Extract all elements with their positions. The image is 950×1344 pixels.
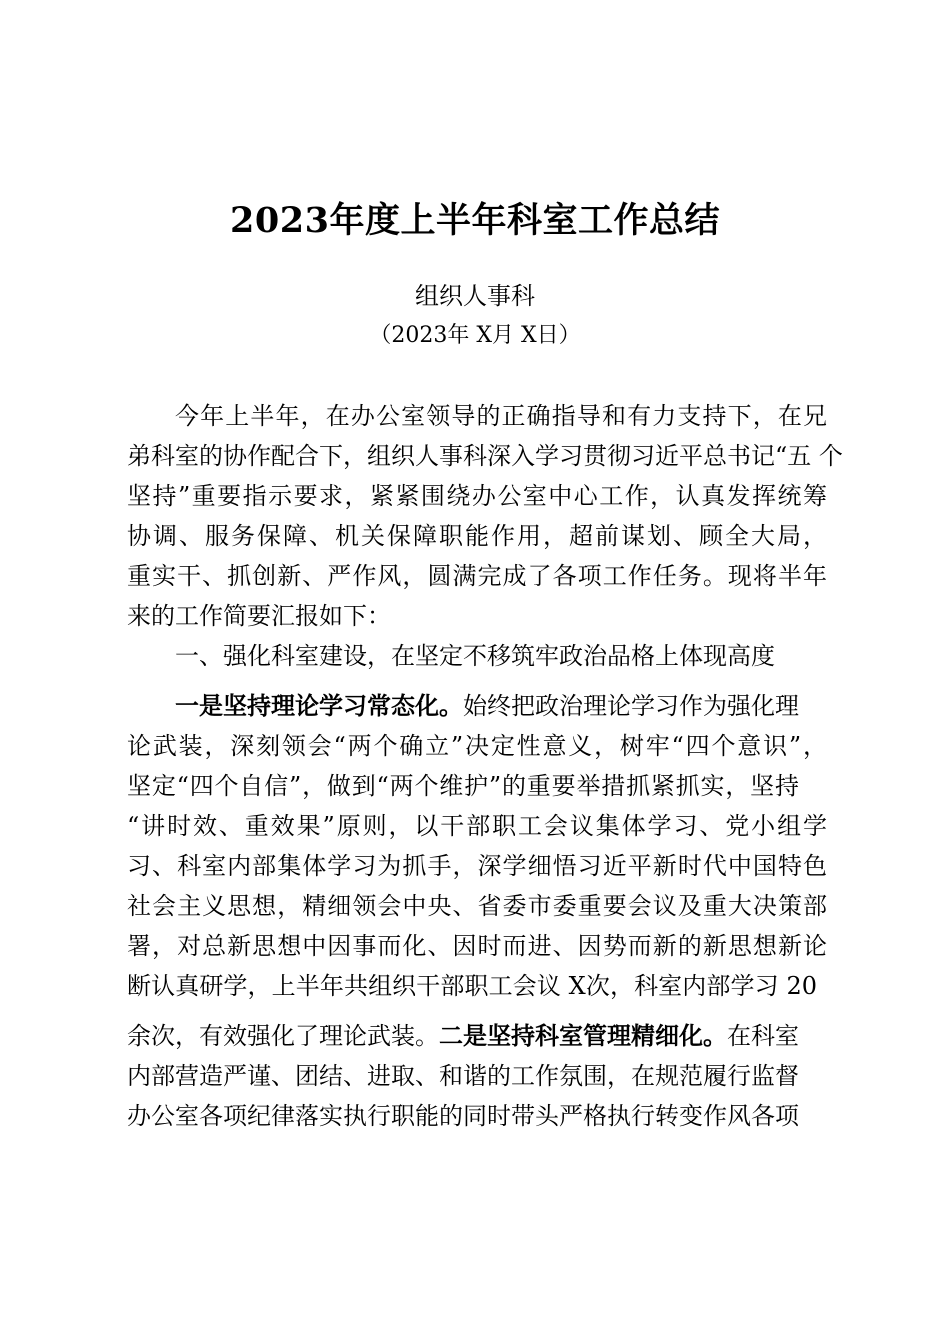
point1-text: 始终把政治理论学习作为强化理 — [463, 692, 799, 720]
point1-closing-text: 余次，有效强化了理论武装。 — [127, 1022, 439, 1050]
point1-first-line — [127, 686, 799, 726]
point1-line: 断认真研学，上半年共组织干部职工会议 X次，科室内部学习 20 — [127, 972, 817, 1000]
department-name: 组织人事科 — [415, 282, 535, 310]
intro-line: 今年上半年，在办公室领导的正确指导和有力支持下，在兄 — [175, 402, 827, 430]
intro-line: 重实干、抓创新、严作风，圆满完成了各项工作任务。现将半年 — [127, 562, 827, 590]
intro-line: 弟科室的协作配合下，组织人事科深入学习贯彻习近平总书记“五 个 — [127, 442, 843, 470]
intro-line: 坚持”重要指示要求，紧紧围绕办公室中心工作，认真发挥统筹 — [127, 482, 827, 510]
intro-line: 协调、服务保障、机关保障职能作用，超前谋划、顾全大局， — [127, 522, 827, 550]
intro-line: 来的工作简要汇报如下： — [127, 602, 391, 630]
point1-line: “讲时效、重效果”原则，以干部职工会议集体学习、党小组学 — [127, 812, 827, 840]
point2-first-line — [127, 1016, 827, 1056]
point1-line: 坚定“四个自信”，做到“两个维护”的重要举措抓紧抓实，坚持 — [127, 772, 799, 800]
document-title: 2023年度上半年科室工作总结 — [230, 200, 720, 241]
point2-line: 内部营造严谨、团结、进取、和谐的工作氛围，在规范履行监督 — [127, 1062, 799, 1090]
point2-text: 在科室 — [727, 1022, 799, 1050]
section-heading: 一、强化科室建设，在坚定不移筑牢政治品格上体现高度 — [175, 642, 775, 670]
point1-line: 署，对总新思想中因事而化、因时而进、因势而新的新思想新论 — [127, 932, 827, 960]
point1-bold-lead: 一是坚持理论学习常态化。 — [175, 692, 463, 720]
point1-line: 论武装，深刻领会“两个确立”决定性意义，树牢“四个意识”， — [127, 732, 827, 760]
point2-bold-lead: 二是坚持科室管理精细化。 — [439, 1022, 727, 1050]
document-date: （2023年 X月 X日） — [369, 323, 581, 348]
point1-line: 社会主义思想，精细领会中央、省委市委重要会议及重大决策部 — [127, 892, 827, 920]
point2-line: 办公室各项纪律落实执行职能的同时带头严格执行转变作风各项 — [127, 1102, 799, 1130]
point1-line: 习、科室内部集体学习为抓手，深学细悟习近平新时代中国特色 — [127, 852, 827, 880]
